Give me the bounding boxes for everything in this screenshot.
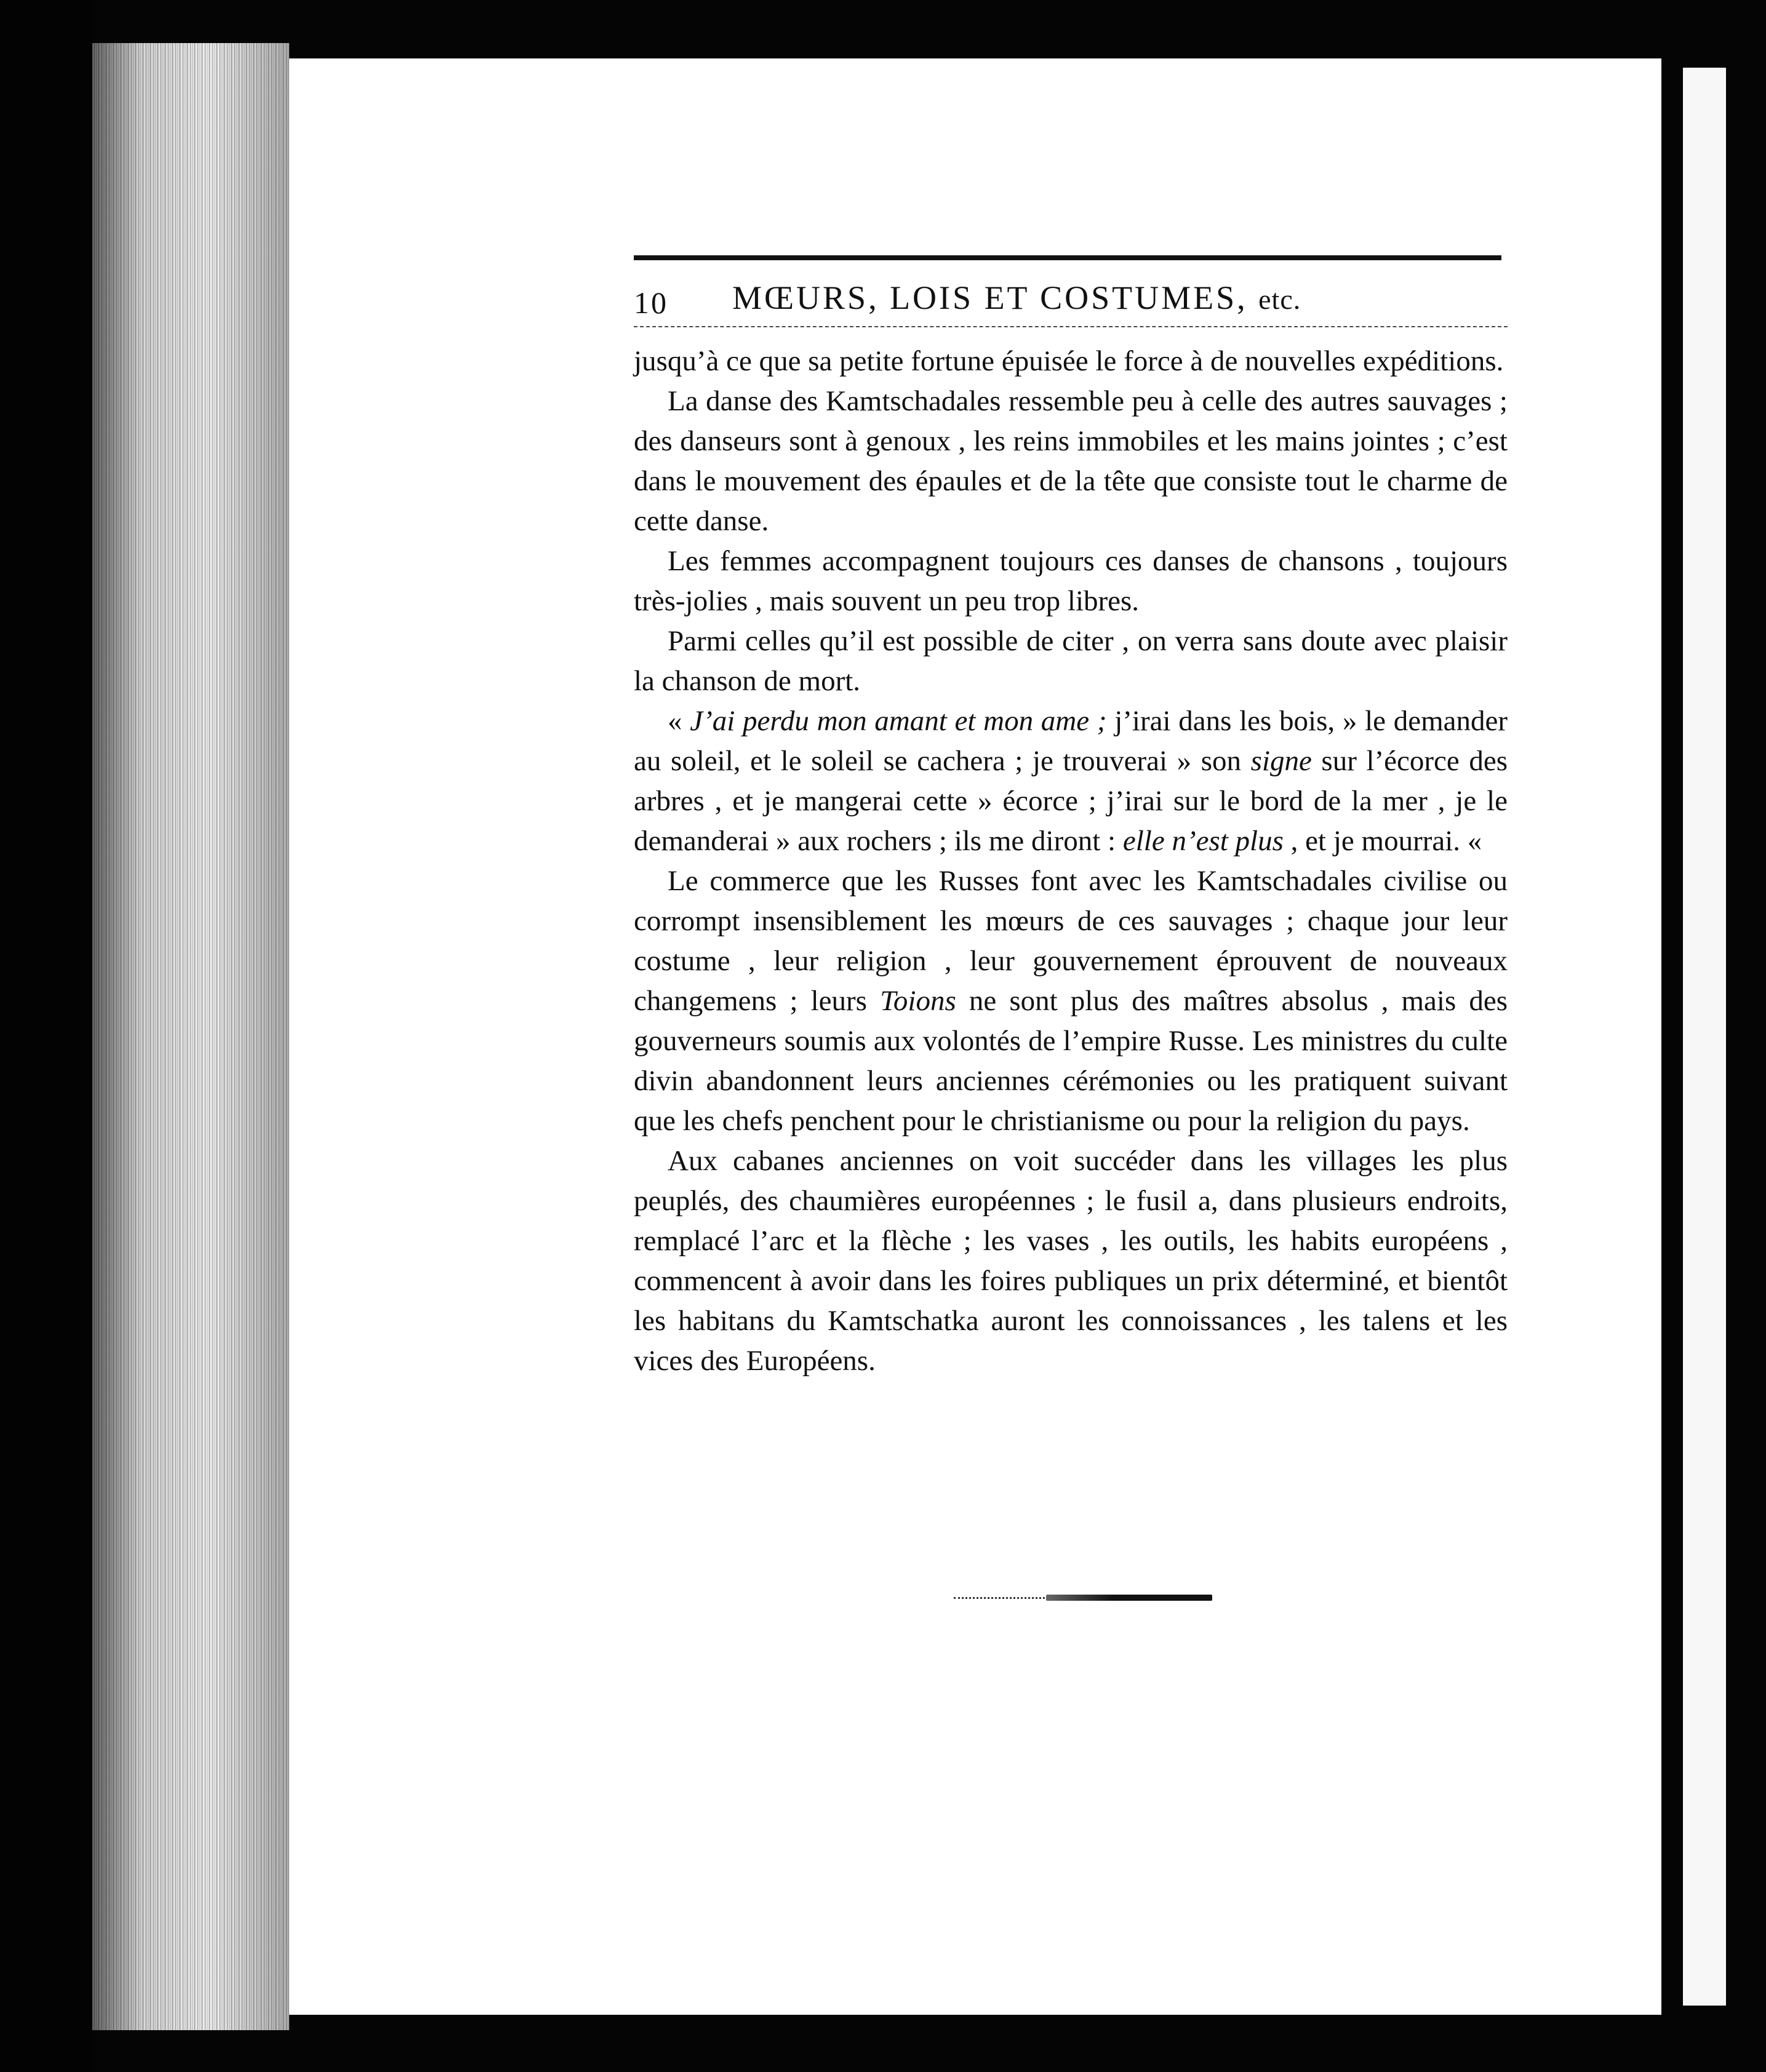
quote-text-2: sur l’écorce des arbres , et je mangerai cette » écorce ; j’irai sur le bord de la mer , je le demanderai » aux rochers ; ils me diront : (634, 745, 1508, 857)
paragraph-3: Les femmes accompagnent toujours ces danses de chansons , toujours très-jolies , mais souvent un peu trop libres. (634, 545, 1508, 617)
running-head (634, 279, 1508, 328)
quote-text-3: , et je mourrai. « (1283, 825, 1482, 857)
quote-text-1: j’irai dans les bois, » le demander au soleil, et le soleil se cachera ; je trouverai » son (634, 705, 1508, 777)
quote-italic-1: J’ai perdu mon amant et mon ame ; (690, 705, 1107, 737)
paragraph-6 (634, 861, 1508, 1141)
header-thin-rule (634, 326, 1508, 329)
paragraph-1: jusqu’à ce que sa petite fortune épuisée le force à de nouvelles expéditions. (634, 345, 1504, 377)
paragraph-6-part-1: Le commerce que les Russes font avec les Kamtschadales civilise ou corrompt insensiblement les mœurs de ces sauvages ; chaque jour leur costume , leur religion , leur gouvernement éprouvent de nouveaux changemens ; leurs (634, 865, 1508, 1017)
page-title-text: MŒURS, LOIS ET COSTUMES, (732, 279, 1248, 316)
facing-page-edge (1683, 68, 1726, 2006)
paragraph-7: Aux cabanes anciennes on voit succéder dans les villages les plus peuplés, des chaumières européennes ; le fusil a, dans plusieurs endroits, remplacé l’arc et la flèche ; les vases , les outils, les habits européens , commencent à avoir dans les foires publiques un prix déterminé, et bientôt les habitans du Kamtschatka auront les connoissances , les talens et les vices des Européens. (634, 1145, 1508, 1377)
paragraph-6-part-2: ne sont plus des maîtres absolus , mais des gouverneurs soumis aux volontés de l’empire Russe. Les ministres du culte divin abandonnent leurs anciennes cérémonies ou les pratiquent suivant que les chefs penchent pour le christianisme ou pour la religion du pays. (634, 985, 1508, 1137)
death-song-quote (634, 701, 1508, 861)
paragraph-4: Parmi celles qu’il est possible de citer , on verra sans doute avec plaisir la chanson de mort. (634, 625, 1508, 697)
tailpiece-ornament (954, 1593, 1212, 1602)
header-rule (634, 255, 1501, 260)
quote-open-mark: « (668, 705, 690, 737)
scan-background (0, 0, 92, 2072)
quote-italic-2: signe (1250, 745, 1312, 777)
paragraph-2: La danse des Kamtschadales ressemble peu à celle des autres sauvages ; des danseurs sont à genoux , les reins immobiles et les mains jointes ; c’est dans le mouvement des épaules et de la tête que consiste tout le charme de cette danse. (634, 385, 1508, 537)
page-title-suffix: etc. (1258, 284, 1301, 315)
toions-term: Toions (880, 985, 956, 1017)
tailpiece-dots (954, 1597, 1052, 1601)
quote-italic-3: elle n’est plus (1122, 825, 1284, 857)
page-number: 10 (634, 285, 668, 320)
book-page-edges (92, 43, 289, 2030)
page-title (732, 279, 1301, 317)
tailpiece-bar (1046, 1595, 1212, 1601)
body-text (634, 341, 1508, 1381)
